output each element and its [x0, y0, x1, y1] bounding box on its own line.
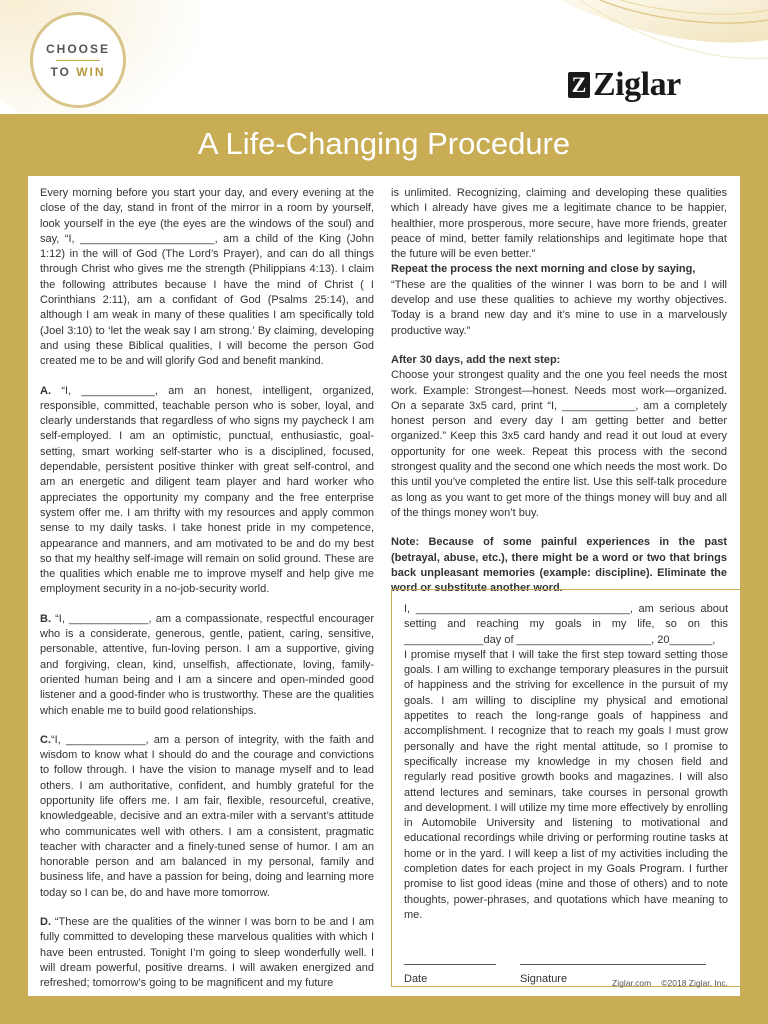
badge-line-2 — [50, 65, 105, 79]
repeat-heading: Repeat the process the next morning and close by saying, — [391, 263, 696, 276]
right-column — [391, 186, 727, 596]
signature-label: Signature — [520, 973, 568, 985]
promise-body: I promise myself that I will take the first step toward setting those goals. I am willing to exchange temporary pleasures in the pursuit of happiness and the striving for excellence in the pursuit of my goals. I am willing to discipline my physical and emotional appetites to reach the long-range goals of happiness and accomplishment. I recognize that to reach my goals I must grow personally and have the right mental attitude, so I promise to specifically increase my knowledge in my chosen field and regularly read positive growth books and magazines. I will also attend lectures and seminars, take courses in personal growth and development. I will utilize my time more effectively by enrolling in Automobile University and listening to motivational and educational recordings while driving or performing routine tasks at home or in the yard. I will keep a list of my activities including the completion dates for each project in my Goals Program. I further promise to list good ideas (mine and those of others) and to note thoughts, power-phrases, and quotations which have meaning to me. — [404, 648, 728, 921]
intro-paragraph: Every morning before you start your day, and every evening at the close of the day, stand in front of the mirror in a room by yourself, look yourself in the eye (the eyes are the windows of the soul) and say, “I, ______________________, am a child of the King (John 1:12) in the will of God (The Lord’s Prayer), and can do all things through Christ who gives me the strength (Philippians 4:13). I claim the following attributes because I have the mind of Christ ( I Corinthians 2:11), am a confidant of God (Psalms 25:14), and although I am weak in many of these qualities I am specifically told (Joel 3:10) to ‘let the weak say I am strong.’ By claiming, developing and using these Biblical qualities, I will become the person God created me to be and will glorify God and benefit mankind. — [40, 187, 374, 368]
promise-box — [391, 589, 741, 987]
footer — [612, 978, 728, 988]
ziglar-mark-icon: Z — [568, 72, 590, 98]
badge-to: TO — [50, 64, 71, 79]
section-c-label: C. — [40, 733, 51, 746]
section-d — [40, 915, 374, 991]
content-panel — [28, 176, 740, 996]
date-line[interactable] — [404, 964, 496, 965]
promise-first-lines: I, ___________________________________, am serious about setting and reaching my goals in my life, so on this _____________day of ______________________, 20_______, — [404, 603, 728, 646]
page-title: A Life-Changing Procedure — [197, 126, 571, 161]
section-a — [40, 384, 374, 598]
after-30-days-text: Choose your strongest quality and the one you feel needs the most work. Example: Strongest—honest. Needs most work—organized. On a separate 3x5 card, print “I, ____________, am a completely honest person and every day I am getting better and better organized.” Keep this 3x5 card handy and read it out loud at every opportunity for one week. Repeat this process with the second strongest quality and the second one which needs the most work. Do this until you’ve completed the entire list. Use this self-talk procedure as long as you want to get more of the things money will buy and all of the things money won’t buy. — [391, 369, 727, 519]
ziglar-logo — [568, 68, 681, 102]
footer-site-link[interactable]: Ziglar.com — [612, 978, 652, 988]
section-b-text: “I, _____________, am a compassionate, respectful encourager who is a considerate, generous, gentle, patient, caring, sensitive, personable, attentive, fun-loving person. I am a supportive, giving and forgiving, clean, kind, unselfish, affectionate, loving, family-oriented human being and I am a sincere and open-minded good listener and a good-finder who is trustworthy. These are the qualities which enable me to build good relationships. — [40, 612, 374, 717]
left-column — [40, 186, 374, 992]
badge-win: WIN — [76, 64, 106, 79]
choose-to-win-badge — [30, 12, 126, 108]
badge-divider — [56, 60, 100, 61]
signature-line[interactable] — [520, 964, 706, 965]
section-a-text: “I, ____________, am an honest, intelligent, organized, responsible, committed, teachable person who is sober, loyal, and clearly understands that regardless of who signs my paycheck I am self-employed. I am an optimistic, punctual, enthusiastic, goal-setting, smart working self-starter who is a disciplined, focused, dependable, persistent positive thinker with great self-control, and am an energetic and diligent team player and hard worker who appreciates the opportunity my company and the free enterprise system offer me. I am thrifty with my resources and apply common sense to my daily tasks. I take honest pride in my competence, appearance and manners, and am motivated to be and do my best so that my healthy self-image will remain on solid ground. These are the qualities which enable me to improve myself and help give me employment security in a no-job-security world. — [40, 384, 374, 596]
date-label: Date — [404, 973, 428, 985]
section-b-label: B. — [40, 612, 51, 625]
continued-paragraph: is unlimited. Recognizing, claiming and developing these qualities which I already have gives me a legitimate chance to be happier, healthier, more prosperous, more secure, have more friends, greater peace of mind, better family relationships and legitimate hope that the future will be even better.” — [391, 187, 727, 261]
note-paragraph: Note: Because of some painful experiences in the past (betrayal, abuse, etc.), there might be a word or two that brings back unpleasant memories (example: discipline). Eliminate the word or substitute another word. — [391, 536, 727, 595]
badge-line-1: CHOOSE — [45, 41, 110, 56]
footer-copyright: ©2018 Ziglar, Inc. — [661, 978, 728, 988]
section-d-label: D. — [40, 916, 51, 929]
ziglar-wordmark: Ziglar — [593, 66, 681, 103]
header-band — [0, 0, 768, 114]
section-c-text: “I, _____________, am a person of integrity, with the faith and wisdom to know what I should do and the courage and convictions to follow through. I have the vision to manage myself and to lead others. I am authoritative, confident, and humbly grateful for the opportunity life offers me. I am fair, flexible, resourceful, creative, knowledgeable, decisive and an extra-miler with a servant’s attitude who communicates well with others. I am a consistent, pragmatic teacher with character and a finely-tuned sense of humor. I am an honorable person and am balanced in my personal, family and business life, and have a passion for being, doing and learning more today so I can be, do and have more tomorrow. — [40, 733, 374, 899]
section-c — [40, 733, 374, 901]
section-b — [40, 612, 374, 719]
after-30-days-heading: After 30 days, add the next step: — [391, 353, 561, 366]
section-d-text: “These are the qualities of the winner I was born to be and I am fully committed to developing these marvelous qualities with which I have been entrusted. Tonight I’m going to sleep wonderfully well. I will dream powerful, positive dreams. I will awaken energized and refreshed; tomorrow’s going to be magnificent and my future — [40, 916, 374, 990]
repeat-text: “These are the qualities of the winner I was born to be and I will develop and use these qualities to achieve my worthy objectives. Today is a brand new day and it’s mine to use in a marvelously productive way.” — [391, 278, 727, 337]
section-a-label: A. — [40, 384, 51, 397]
